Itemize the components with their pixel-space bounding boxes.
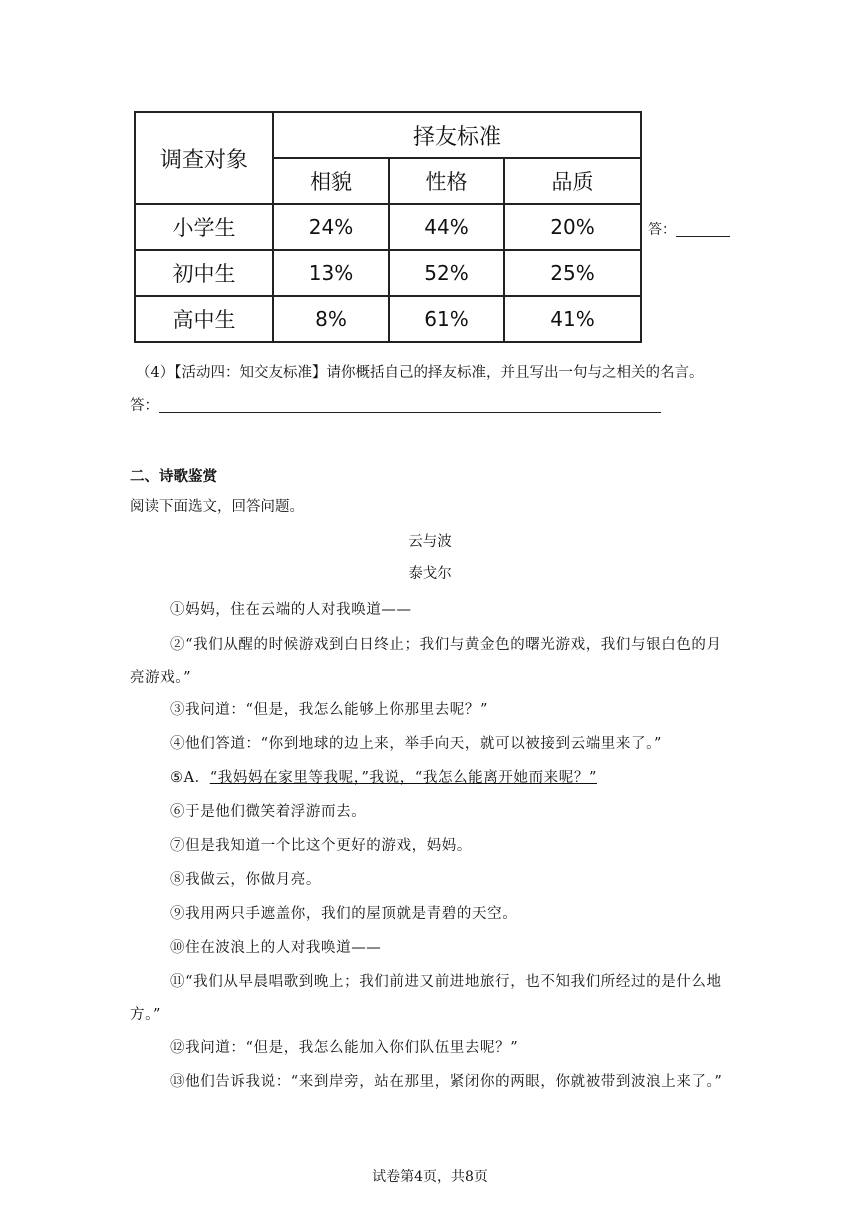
- table-cell: 8%: [273, 296, 389, 342]
- table-col-header: 性格: [389, 158, 504, 204]
- poem-paragraph: ⑦但是我知道一个比这个更好的游戏，妈妈。: [170, 838, 472, 854]
- table-cell: 13%: [273, 250, 389, 296]
- table-cell: 61%: [389, 296, 504, 342]
- poem-paragraph: ③我问道：“但是，我怎么能够上你那里去呢？”: [170, 702, 489, 718]
- table-row: [135, 296, 641, 342]
- answer-label: 答：: [130, 398, 159, 414]
- table-group-header: 择友标准: [273, 112, 641, 158]
- poem-paragraph: ⑨我用两只手遮盖你，我们的屋顶就是青碧的天空。: [170, 906, 518, 922]
- poem-paragraph: [170, 766, 597, 787]
- poem-paragraph: ⑧我做云，你做月亮。: [170, 872, 321, 888]
- table-row: [135, 204, 641, 250]
- table-cell: 52%: [389, 250, 504, 296]
- poem-paragraph: ⑥于是他们微笑着浮游而去。: [170, 804, 367, 820]
- table-corner-header: 调查对象: [135, 112, 273, 204]
- question-4: （4）【活动四：知交友标准】请你概括自己的择友标准，并且写出一句与之相关的名言。: [136, 365, 704, 381]
- poem-title: 云与波: [408, 534, 452, 550]
- poem-paragraph: ⑬他们告诉我说：“来到岸旁，站在那里，紧闭你的两眼，你就被带到波浪上来了。”: [170, 1074, 723, 1090]
- row-label: 初中生: [135, 250, 273, 296]
- poem-paragraph: ⑩住在波浪上的人对我唤道——: [170, 940, 382, 956]
- table-cell: 44%: [389, 204, 504, 250]
- poem-paragraph: 方。”: [130, 1007, 161, 1023]
- table-cell: 25%: [504, 250, 641, 296]
- poem-paragraph: ②“我们从醒的时候游戏到白日终止；我们与黄金色的曙光游戏，我们与银白色的月: [170, 637, 722, 653]
- underlined-sentence: “我妈妈在家里等我呢，”我说，“我怎么能离开她而来呢？”: [209, 770, 597, 786]
- poem-author: 泰戈尔: [408, 566, 452, 582]
- poem-paragraph: ④他们答道：“你到地球的边上来，举手向天，就可以被接到云端里来了。”: [170, 736, 662, 752]
- poem-paragraph: ⑪“我们从早晨唱歌到晚上；我们前进又前进地旅行，也不知我们所经过的是什么地: [170, 974, 722, 990]
- poem-paragraph: ①妈妈，住在云端的人对我唤道——: [170, 602, 412, 618]
- paragraph-prefix: ⑤A．: [170, 770, 210, 786]
- poem-paragraph: 亮游戏。”: [130, 670, 192, 686]
- table-col-header: 品质: [504, 158, 641, 204]
- instruction: 阅读下面选文，回答问题。: [130, 499, 304, 515]
- answer-blank[interactable]: [676, 222, 730, 237]
- survey-table: [134, 111, 642, 343]
- section-title: 二、诗歌鉴赏: [130, 469, 217, 485]
- row-label: 高中生: [135, 296, 273, 342]
- table-cell: 41%: [504, 296, 641, 342]
- table-cell: 24%: [273, 204, 389, 250]
- table-cell: 20%: [504, 204, 641, 250]
- answer-side-label: 答：: [648, 222, 676, 238]
- answer-side: [648, 219, 730, 239]
- page-footer: 试卷第4页，共8页: [372, 1169, 488, 1185]
- row-label: 小学生: [135, 204, 273, 250]
- table-col-header: 相貌: [273, 158, 389, 204]
- answer-line: [130, 394, 661, 415]
- table-row: [135, 250, 641, 296]
- answer-blank[interactable]: [159, 397, 661, 413]
- poem-paragraph: ⑫我问道：“但是，我怎么能加入你们队伍里去呢？”: [170, 1040, 519, 1056]
